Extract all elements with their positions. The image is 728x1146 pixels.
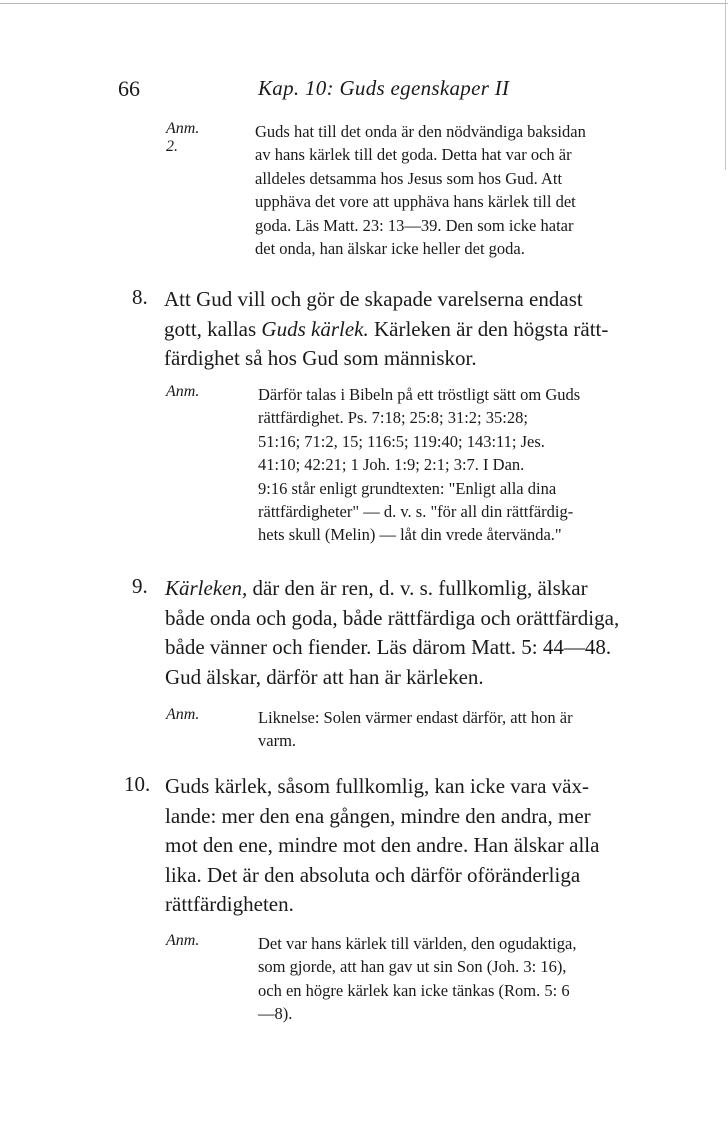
note-line: goda. Läs Matt. 23: 13—39. Den som icke hatar (255, 215, 574, 235)
emphasized-term: Kärleken, (165, 576, 248, 600)
section-line: mot den ene, mindre mot den andre. Han älskar alla (165, 833, 600, 857)
section-line: både vänner och fiender. Läs därom Matt. 5: 44—48. (165, 635, 612, 659)
scan-edge-line (0, 3, 728, 4)
note-label: Anm. (166, 932, 200, 949)
note-line: som gjorde, att han gav ut sin Son (Joh. 3: 16), (258, 957, 567, 977)
note-line: rättfärdighet. Ps. 7:18; 25:8; 31:2; 35:28; (258, 408, 528, 428)
note-line: varm. (258, 731, 297, 751)
section-line: både onda och goda, både rättfärdiga och orättfärdiga, (165, 605, 620, 630)
section-number: 10. (124, 772, 151, 796)
page-number: 66 (118, 76, 140, 101)
note-line: det onda, han älskar icke heller det goda. (255, 239, 525, 259)
section-line: lika. Det är den absoluta och därför oföränderliga (165, 862, 581, 887)
note-label: Anm. 2. (166, 120, 200, 155)
note-line: Därför talas i Bibeln på ett tröstligt sätt om Guds (258, 385, 581, 404)
section-line: färdighet så hos Gud som människor. (164, 346, 477, 370)
note-line: Liknelse: Solen värmer endast därför, att hon är (258, 708, 573, 727)
section-line: rättfärdigheten. (165, 892, 294, 916)
text-run: där den är ren, d. v. s. fullkomlig, älskar (247, 576, 588, 600)
text-run: gott, kallas (164, 316, 262, 341)
section-line: lande: mer den ena gången, mindre den andra, mer (165, 803, 591, 828)
note-line: upphäva det vore att upphäva hans kärlek till det (255, 192, 576, 212)
section-line: Att Gud vill och gör de skapade varelserna endast (164, 287, 583, 311)
note-line: rättfärdigheter" — d. v. s. "för all din rättfärdig- (258, 502, 574, 522)
note-label: Anm. (166, 383, 200, 400)
note-line: Guds hat till det onda är den nödvändiga baksidan (255, 122, 586, 141)
note-line: Det var hans kärlek till världen, den ogudaktiga, (258, 934, 577, 953)
note-body (258, 932, 576, 1026)
note-line: av hans kärlek till det goda. Detta hat var och är (255, 145, 572, 165)
section-body (165, 574, 619, 692)
emphasized-term: Guds kärlek. (261, 316, 369, 341)
note-line: 51:16; 71:2, 15; 116:5; 119:40; 143:11; Jes. (258, 431, 545, 451)
section-number: 8. (132, 285, 148, 309)
section-line (165, 574, 619, 604)
section-line: Gud älskar, därför att han är kärleken. (165, 664, 484, 689)
section-number: 9. (132, 574, 148, 598)
note-line: 9:16 står enligt grundtexten: "Enligt alla dina (258, 478, 557, 498)
note-body (258, 383, 580, 547)
note-body (258, 706, 573, 753)
note-body (255, 120, 586, 260)
running-title: Kap. 10: Guds egenskaper II (258, 76, 510, 100)
note-line: hets skull (Melin) — låt din vrede återvända." (258, 525, 562, 545)
text-run: Kärleken är den högsta rätt- (368, 316, 609, 341)
note-line: 41:10; 42:21; 1 Joh. 1:9; 2:1; 3:7. I Dan. (258, 455, 525, 475)
section-line: Guds kärlek, såsom fullkomlig, kan icke vara väx- (165, 774, 589, 798)
note-line: och en högre kärlek kan icke tänkas (Rom. 5: 6 (258, 980, 570, 1000)
note-line: alldeles detsamma hos Jesus som hos Gud. Att (255, 168, 563, 188)
note-line: —8). (258, 1004, 293, 1024)
section-body (164, 285, 608, 374)
page-header (0, 76, 728, 106)
section-body (165, 772, 599, 920)
section-line (164, 315, 608, 345)
note-label: Anm. (166, 706, 200, 723)
